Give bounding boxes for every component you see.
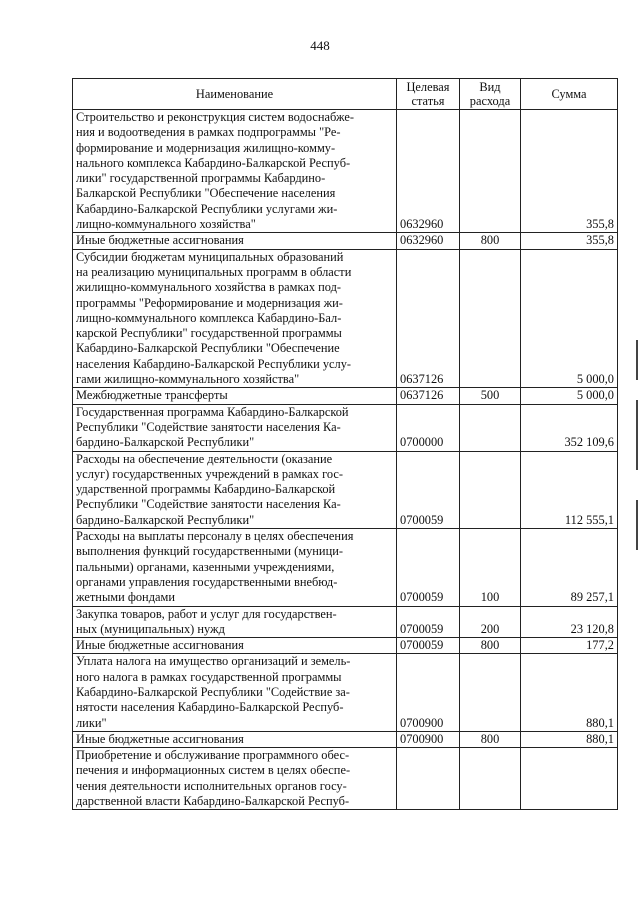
row-sum: 89 257,1 (521, 529, 618, 606)
row-sum (521, 748, 618, 810)
row-target: 0700000 (397, 404, 460, 451)
table-row (73, 731, 618, 747)
row-sum: 880,1 (521, 731, 618, 747)
row-name-line: Кабардино-Балкарской Республики услугами жи- (76, 201, 338, 216)
row-target: 0700059 (397, 606, 460, 638)
row-name (73, 404, 397, 451)
row-kind: 800 (460, 638, 521, 654)
row-name-line: Закупка товаров, работ и услуг для государствен- (76, 606, 337, 621)
row-kind (460, 249, 521, 388)
row-sum: 880,1 (521, 654, 618, 731)
row-target: 0637126 (397, 388, 460, 404)
table-row (73, 654, 618, 731)
table-body (73, 110, 618, 810)
row-name-line: ударственной программы Кабардино-Балкарской (76, 482, 336, 497)
row-name (73, 748, 397, 810)
table-row (73, 249, 618, 388)
table-row (73, 404, 618, 451)
row-name-line: на реализацию муниципальных программ в области (76, 264, 352, 279)
row-kind (460, 404, 521, 451)
table-row (73, 606, 618, 638)
header-sum: Сумма (521, 79, 618, 110)
row-name (73, 110, 397, 233)
row-target: 0700900 (397, 654, 460, 731)
row-target (397, 748, 460, 810)
row-kind: 500 (460, 388, 521, 404)
row-kind: 800 (460, 731, 521, 747)
table-row (73, 451, 618, 528)
row-name-line: Иные бюджетные ассигнования (76, 731, 244, 746)
row-kind (460, 748, 521, 810)
row-name-line: Республики "Содействие занятости населения Ка- (76, 497, 341, 512)
row-target: 0700059 (397, 638, 460, 654)
scan-edge-mark (636, 500, 638, 550)
row-kind: 100 (460, 529, 521, 606)
row-name-line: Строительство и реконструкция систем водоснабже- (76, 110, 354, 124)
row-sum: 5 000,0 (521, 249, 618, 388)
header-target (397, 79, 460, 110)
row-name-line: Межбюджетные трансферты (76, 388, 228, 403)
table-header-row (73, 79, 618, 110)
row-name-line: формирование и модернизация жилищно-комму- (76, 140, 336, 155)
row-name-line: карской Республики" государственной программы (76, 326, 342, 341)
table-row (73, 529, 618, 606)
row-name-line: услуг) государственных учреждений в рамках гос- (76, 466, 343, 481)
budget-table (72, 78, 618, 810)
row-name (73, 388, 397, 404)
row-kind: 800 (460, 233, 521, 249)
header-kind-line: расхода (469, 94, 511, 108)
header-kind (460, 79, 521, 110)
row-sum: 177,2 (521, 638, 618, 654)
row-target: 0632960 (397, 110, 460, 233)
row-name-line: Субсидии бюджетам муниципальных образований (76, 249, 344, 264)
row-name-line: лищно-коммунального хозяйства" (76, 217, 256, 232)
row-target: 0637126 (397, 249, 460, 388)
row-name-line: Расходы на обеспечение деятельности (оказание (76, 451, 333, 466)
header-target-line: статья (411, 94, 445, 108)
row-name (73, 451, 397, 528)
row-target: 0700059 (397, 451, 460, 528)
header-kind-line: Вид (479, 80, 501, 94)
row-kind: 200 (460, 606, 521, 638)
row-name-line: Расходы на выплаты персоналу в целях обеспечения (76, 529, 354, 544)
row-name-line: пальными) органами, казенными учреждениями, (76, 559, 335, 574)
row-name (73, 654, 397, 731)
header-name: Наименование (73, 79, 397, 110)
row-kind (460, 110, 521, 233)
row-name-line: Приобретение и обслуживание программного обес- (76, 748, 350, 763)
row-name (73, 638, 397, 654)
row-name-line: ных (муниципальных) нужд (76, 621, 225, 636)
row-name-line: лищно-коммунального комплекса Кабардино-Бал- (76, 310, 342, 325)
row-name-line: Иные бюджетные ассигнования (76, 638, 244, 653)
row-name-line: гами жилищно-коммунального хозяйства" (76, 372, 300, 387)
table-row (73, 388, 618, 404)
row-sum: 352 109,6 (521, 404, 618, 451)
row-name-line: печения и информационных систем в целях обеспе- (76, 763, 351, 778)
row-name-line: бардино-Балкарской Республики" (76, 512, 255, 527)
page-number: 448 (310, 38, 330, 53)
row-name (73, 249, 397, 388)
row-name-line: жилищно-коммунального хозяйства в рамках под- (76, 280, 342, 295)
row-name-line: ного налога в рамках государственной программы (76, 669, 342, 684)
table-row (73, 638, 618, 654)
row-target: 0632960 (397, 233, 460, 249)
row-sum: 23 120,8 (521, 606, 618, 638)
row-kind (460, 451, 521, 528)
row-name-line: бардино-Балкарской Республики" (76, 435, 255, 450)
scan-edge-mark (636, 340, 638, 380)
row-target: 0700059 (397, 529, 460, 606)
header-target-line: Целевая (406, 80, 450, 94)
row-name-line: Республики "Содействие занятости населения Ка- (76, 419, 341, 434)
row-sum: 355,8 (521, 233, 618, 249)
row-sum: 355,8 (521, 110, 618, 233)
row-name-line: лики" (76, 715, 107, 730)
row-name-line: нального комплекса Кабардино-Балкарской Респуб- (76, 155, 351, 170)
row-name (73, 233, 397, 249)
row-name-line: Кабардино-Балкарской Республики "Обеспечение (76, 341, 340, 356)
row-name-line: Иные бюджетные ассигнования (76, 233, 244, 248)
row-name-line: жетными фондами (76, 590, 175, 605)
row-name-line: выполнения функций государственными (муници- (76, 544, 343, 559)
row-name-line: Государственная программа Кабардино-Балкарской (76, 404, 349, 419)
row-name-line: населения Кабардино-Балкарской Республики услу- (76, 356, 352, 371)
table-row (73, 748, 618, 810)
row-name-line: нятости населения Кабардино-Балкарской Респуб- (76, 700, 344, 715)
row-name-line: программы "Реформирование и модернизация жи- (76, 295, 343, 310)
table-row (73, 110, 618, 233)
row-target: 0700900 (397, 731, 460, 747)
scan-edge-mark (636, 400, 638, 470)
row-name-line: Балкарской Республики "Обеспечение населения (76, 186, 336, 201)
table-row (73, 233, 618, 249)
row-name-line: Уплата налога на имущество организаций и земель- (76, 654, 351, 669)
row-name-line: ния и водоотведения в рамках подпрограммы "Ре- (76, 125, 341, 140)
row-sum: 5 000,0 (521, 388, 618, 404)
row-name-line: дарственной власти Кабардино-Балкарской Респуб- (76, 794, 350, 809)
row-name (73, 606, 397, 638)
row-name-line: органами управления государственными внебюд- (76, 574, 338, 589)
row-name-line: чения деятельности исполнительных органов госу- (76, 778, 347, 793)
row-name (73, 731, 397, 747)
row-sum: 112 555,1 (521, 451, 618, 528)
row-name (73, 529, 397, 606)
row-name-line: Кабардино-Балкарской Республики "Содействие за- (76, 684, 350, 699)
row-kind (460, 654, 521, 731)
row-name-line: лики" государственной программы Кабардино- (76, 171, 326, 186)
